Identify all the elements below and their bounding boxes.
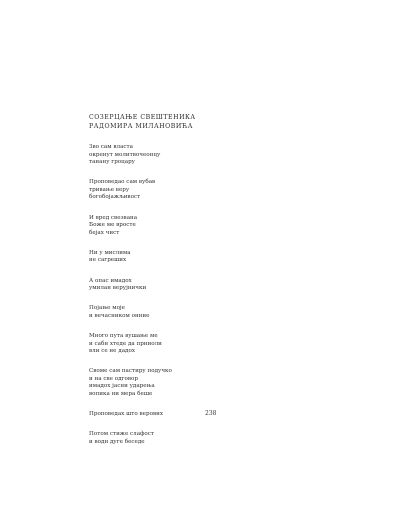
poem-line: Ни у мислима (89, 249, 131, 256)
stanza (89, 411, 309, 419)
stanza (89, 215, 309, 238)
poem-line: богобојажљивост (89, 194, 141, 201)
poem-line: танану гроцару (89, 159, 135, 166)
poem-line: и на све одговор (89, 375, 138, 382)
poem-title (89, 113, 196, 131)
poem-line: и водн дуге беседе (89, 438, 145, 445)
poem-line: Зво сам власта (89, 144, 133, 150)
poem-line: бејах чист (89, 229, 120, 236)
stanza (89, 278, 309, 293)
poem-title-line: СОЗЕРЦАЊЕ СВЕШТЕНИКА (89, 114, 196, 121)
stanza (89, 250, 309, 265)
poem-line: И вред свезвана (89, 214, 138, 221)
poem-line: имадох јасни ударења (89, 383, 155, 390)
poem-line: вли се не дадох (89, 348, 135, 355)
poem-body (89, 144, 309, 459)
poem-line: Своме сам пастиру подучко (89, 368, 172, 375)
stanza (89, 333, 309, 356)
stanza (89, 431, 309, 446)
poem-line: Боже ме вросте (89, 222, 136, 229)
poem-line: А опас имадох (89, 277, 132, 284)
poem-line: не сагреших (89, 257, 127, 264)
poem-line: умилан верујнички (89, 285, 147, 292)
poem-line: вопика ни мера беше (89, 390, 153, 397)
page-number: 238 (205, 410, 217, 417)
stanza (89, 368, 309, 398)
poem-line: Много пута вушање ме (89, 332, 158, 339)
stanza (89, 144, 309, 167)
poem-line: тривање веру (89, 186, 130, 193)
poem-line: окренут молитвочеонцу (89, 151, 161, 158)
poem-title-line: РАДОМИРА МИЛАНОВИЋА (89, 123, 194, 130)
poem-line: и вечасником онние (89, 312, 150, 319)
poem-line: Потом стиже слафост (89, 431, 155, 438)
poem-line: Појање моје (89, 305, 125, 312)
poem-line: Проповедао сам вубав (89, 179, 156, 186)
poem-line: Проповедах што верових (89, 411, 163, 418)
stanza (89, 179, 309, 202)
stanza (89, 305, 309, 320)
poem-line: и сабн хтеде да прниоли (89, 340, 162, 347)
